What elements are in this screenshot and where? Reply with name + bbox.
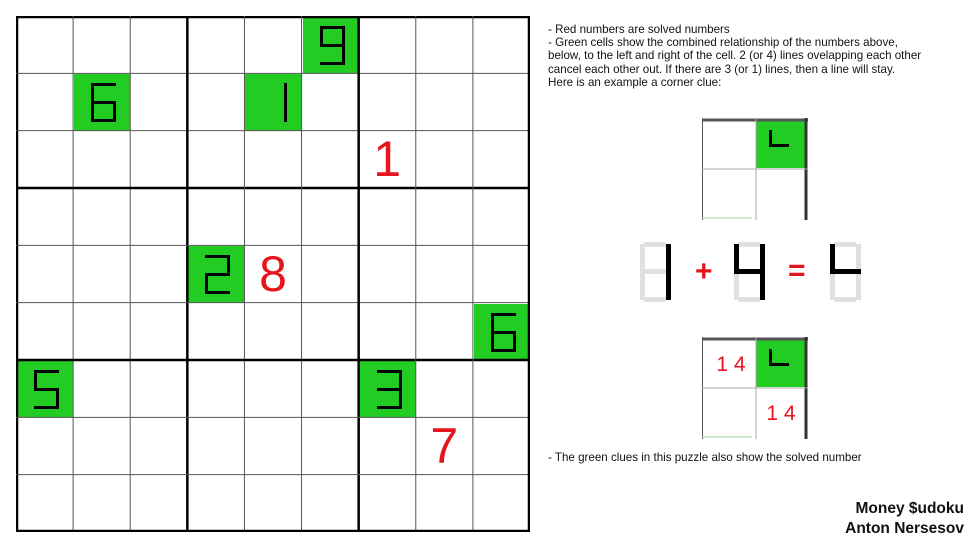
equals-sign: = (788, 254, 806, 287)
footnote: - The green clues in this puzzle also show the solved number (548, 451, 862, 464)
instruction-line: below, to the left and right of the cell. 2 (or 4) lines ovelapping each other (548, 49, 922, 63)
example-solved-grid (702, 337, 808, 439)
puzzle-title: Money $udoku (855, 500, 964, 517)
sudoku-board (16, 16, 530, 532)
solved-number: 8 (259, 245, 287, 302)
instruction-line: - Red numbers are solved numbers (548, 23, 730, 36)
instruction-line: - Green cells show the combined relationship of the numbers above, (548, 36, 898, 50)
example-grid-lines (702, 337, 808, 439)
credits (845, 499, 964, 539)
example-bottom-numbers: 1 4 (766, 402, 796, 425)
plus-sign: + (695, 255, 713, 288)
example-left-numbers: 1 4 (716, 353, 746, 376)
equation-segments (640, 240, 870, 304)
grid-lines (16, 16, 530, 532)
instructions (548, 23, 968, 89)
example-equation (640, 240, 870, 304)
solved-number: 1 (373, 131, 402, 188)
instruction-line: cancel each other out. If there are 3 (or 1) lines, then a line will stay. (548, 62, 896, 76)
instruction-line: Here is an example a corner clue: (548, 75, 722, 89)
example-grid-lines (702, 118, 808, 220)
author-name: Anton Nersesov (845, 520, 964, 537)
example-corner-grid (702, 118, 808, 220)
solved-number: 7 (430, 417, 459, 474)
